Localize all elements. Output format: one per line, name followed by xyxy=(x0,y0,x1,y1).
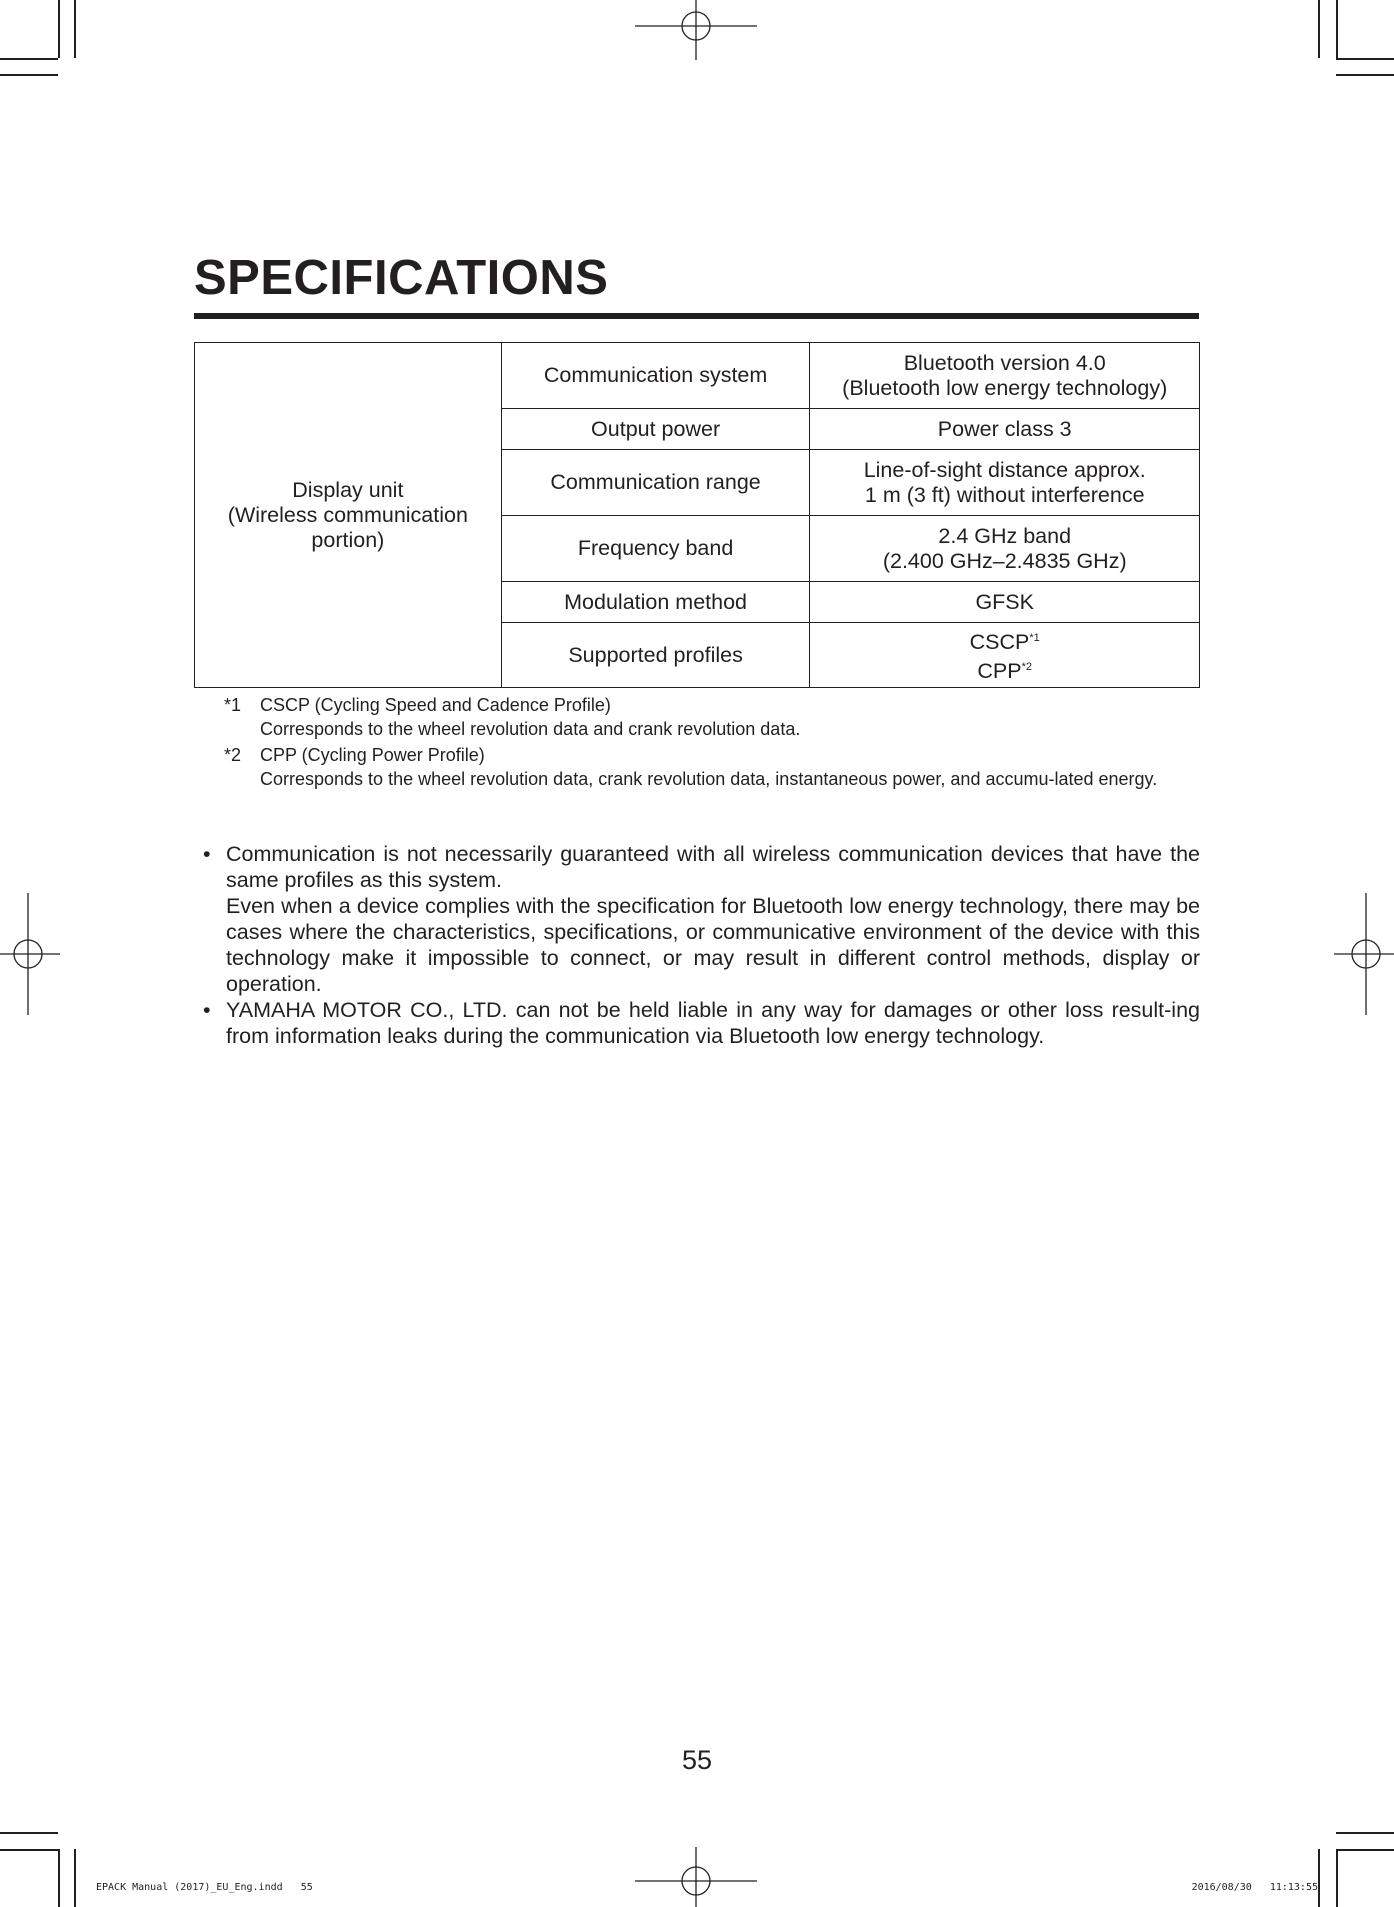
crop-mark xyxy=(1336,1849,1394,1851)
crop-mark xyxy=(58,1849,60,1907)
note-paragraph: Even when a device complies with the specification for Bluetooth low energy technology, there may be cases where the characteristics, specifications, or communicative environment of the device with this technology make it impossible to connect, or may result in different control methods, display or operation. xyxy=(226,894,1200,996)
crop-mark xyxy=(1318,0,1320,58)
value-line: Bluetooth version 4.0 xyxy=(903,350,1106,375)
spec-item: Output power xyxy=(501,409,810,450)
registration-mark-icon xyxy=(1334,893,1394,1015)
spec-value xyxy=(810,623,1200,688)
registration-mark-icon xyxy=(635,0,757,60)
value-line: Power class 3 xyxy=(937,416,1072,441)
crop-mark xyxy=(1336,1849,1338,1907)
crop-mark xyxy=(74,0,76,58)
crop-mark xyxy=(1336,58,1394,60)
footnote xyxy=(224,743,1200,791)
footnote xyxy=(224,693,1200,741)
value-line: CPP$^{*2}$ xyxy=(977,659,1033,684)
bullet-icon: • xyxy=(203,842,211,866)
spec-value xyxy=(810,516,1200,582)
spec-value xyxy=(810,409,1200,450)
spec-item: Communication system xyxy=(501,343,810,409)
print-slug-file: EPACK Manual (2017)_EU_Eng.indd 55 xyxy=(96,1882,313,1893)
crop-mark xyxy=(1318,1849,1320,1907)
spec-item: Frequency band xyxy=(501,516,810,582)
footnote-text: Corresponds to the wheel revolution data, crank revolution data, instantaneous power, and accumu-lated energy. xyxy=(260,769,1158,789)
footnote-text: Corresponds to the wheel revolution data and crank revolution data. xyxy=(260,719,801,739)
component-cell: Display unit (Wireless communication portion) xyxy=(195,343,502,688)
spec-item: Communication range xyxy=(501,450,810,516)
value-line: 2.4 GHz band xyxy=(938,523,1072,548)
spec-value xyxy=(810,343,1200,409)
crop-mark xyxy=(58,0,60,58)
spec-item: Supported profiles xyxy=(501,623,810,688)
footnote-title: CPP (Cycling Power Profile) xyxy=(260,745,485,765)
crop-mark xyxy=(1336,0,1338,58)
table-row xyxy=(195,343,1200,409)
crop-mark xyxy=(0,1849,58,1851)
value-line: 1 m (3 ft) without interference xyxy=(864,482,1145,507)
value-line: CSCP$^{*1}$ xyxy=(969,630,1040,654)
print-slug-timestamp: 2016/08/30 11:13:55 xyxy=(1191,1882,1318,1893)
footnote-ref: *1 xyxy=(1029,631,1040,644)
spec-value xyxy=(810,450,1200,516)
registration-mark-icon xyxy=(0,893,60,1015)
spec-table xyxy=(194,342,1200,688)
page-title: SPECIFICATIONS xyxy=(194,251,609,305)
title-rule xyxy=(194,313,1199,319)
footnote-ref: *2 xyxy=(1021,661,1033,673)
value-line: (2.400 GHz–2.4835 GHz) xyxy=(882,548,1127,573)
crop-mark xyxy=(0,58,58,60)
value-line: GFSK xyxy=(975,589,1034,614)
page-number: 55 xyxy=(681,1745,713,1775)
crop-mark xyxy=(0,74,58,76)
note-paragraph: YAMAHA MOTOR CO., LTD. can not be held liable in any way for damages or other loss result-ing from information leaks during the communication via Bluetooth low energy technology. xyxy=(226,998,1200,1048)
crop-mark xyxy=(0,1832,58,1834)
spec-value xyxy=(810,582,1200,623)
value-line: (Bluetooth low energy technology) xyxy=(842,375,1168,400)
registration-mark-icon xyxy=(635,1847,757,1907)
list-item xyxy=(203,841,1200,997)
footnote-mark: *2 xyxy=(224,745,242,765)
crop-mark xyxy=(74,1849,76,1907)
crop-mark xyxy=(1336,74,1394,76)
list-item xyxy=(203,997,1200,1049)
notes-list xyxy=(203,841,1200,1049)
footnote-mark: *1 xyxy=(224,695,242,715)
crop-mark xyxy=(1336,1832,1394,1834)
value-line: Line-of-sight distance approx. xyxy=(863,457,1146,482)
footnote-title: CSCP (Cycling Speed and Cadence Profile) xyxy=(260,695,611,715)
spec-item: Modulation method xyxy=(501,582,810,623)
bullet-icon: • xyxy=(203,998,211,1022)
note-paragraph: Communication is not necessarily guaranteed with all wireless communication devices that have the same profiles as this system. xyxy=(226,842,1200,892)
